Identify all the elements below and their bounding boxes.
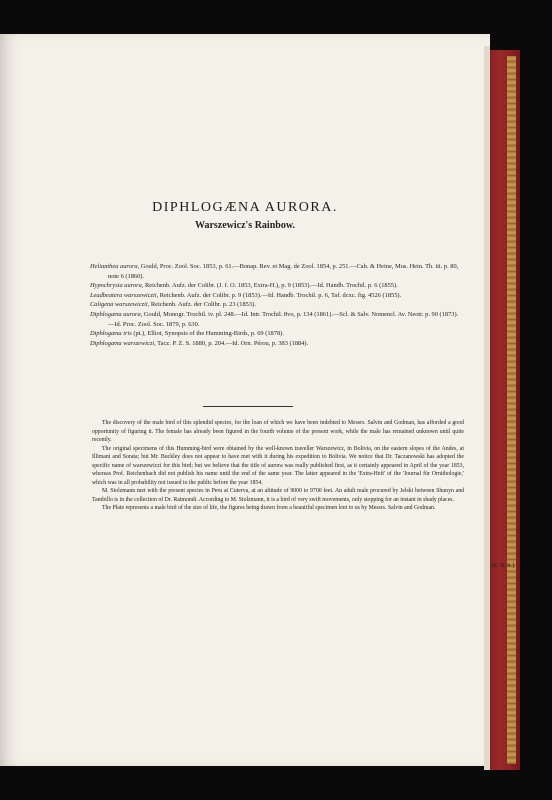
- taxon-reference: , Reichenb. Aufz. der Colibr. p. 23 (1853).: [147, 301, 256, 309]
- plate-title: DIPHLOGÆNA AURORA.: [152, 200, 338, 215]
- paragraph: M. Stolzmann met with the present species in Peru at Cuterva, at an altitude of 9000 to 9700 feet. An adult male procured by Jelski between Shunyn and Tambillo is in the collection of Dr. Raimondi. According to M. Stolzmann, it is a bird of very swift movements, only stopping for an instant in shady places.: [92, 488, 464, 503]
- body-text: [92, 419, 464, 513]
- synonymy-entry: [90, 329, 460, 339]
- plate-subtitle: Warszewicz's Rainbow.: [195, 220, 295, 231]
- taxon-name: Helianthea aurora: [90, 263, 138, 270]
- synonymy-list: [90, 262, 460, 348]
- synonymy-entry: [90, 300, 460, 310]
- paragraph: The Plate represents a male bird of the size of life, the figures being drawn from a beautiful specimen lent to us by Messrs. Salvin and Godman.: [102, 505, 436, 511]
- taxon-name: Diphlogæna iris: [90, 330, 132, 338]
- taxon-name: Leadbeatera warszewiczii: [90, 291, 157, 299]
- taxon-reference: , Gould, Monogr. Trochil. iv. pl. 248.—Id. Intr. Trochil. 8vo, p. 134 (1861).—Scl. & Salv. Nomencl. Av. Neotr. p. 90 (1873).—Id. Proc. Zool. Soc. 1879, p. 630.: [108, 310, 459, 328]
- taxon-name: Diphlogæna aurora: [90, 310, 141, 318]
- synonymy-entry: [90, 310, 460, 329]
- taxon-reference: , Reichenb. Aufz. der Colibr. p. 9 (1853).—Id. Handb. Trochil. p. 6, Taf. dcxc. fig. 4526 (1855).: [156, 291, 402, 299]
- book-page: [0, 34, 490, 766]
- taxon-reference: , Tacz. P. Z. S. 1880, p. 204.—Id. Orn. Pérou, p. 383 (1884).: [154, 339, 309, 347]
- synonymy-entry: [90, 262, 460, 281]
- synonymy-entry: [90, 339, 460, 349]
- taxon-reference: , Reichenb. Aufz. der Colibr. (J. f. O. 1853, Extra-H.), p. 9 (1853).—Id. Handb. Trochil. p. 6 (1855).: [141, 282, 398, 290]
- author-signature: [R. B. S.]: [491, 563, 514, 569]
- paragraph: The discovery of the male bird of this splendid species, for the loan of which we have been indebted to Messrs. Salvin and Godman, has afforded a good opportunity of figuring it. The female has already been figured in the fourth volume of the present work, while the male has remained unknown until quite recently.: [92, 420, 464, 443]
- section-divider: [203, 406, 293, 407]
- taxon-name: Caligena warszewiczii: [90, 301, 148, 309]
- synonymy-entry: [90, 281, 460, 291]
- synonymy-entry: [90, 291, 460, 301]
- taxon-reference: (pt.), Elliot, Synopsis of the Humming-Birds, p. 69 (1878).: [131, 330, 284, 338]
- page-stack: [484, 46, 490, 770]
- paragraph: The original specimens of this Humming-bird were obtained by the well-known traveller Warszewicz, in Bolivia, on the eastern slopes of the Andes, at Illimani and Sorata; but Mr. Buckley does not appear to have met with it during his expedition to Bolivia. We notice that Dr. Taczanowski has adopted the specific name of warszewiczi for this bird; but we believe that the title of aurora was really published first, as it certainly appeared in April of the year 1853, whereas Prof. Reichenbach did not publish his name until the end of the same year. The latter appeared in the 'Extra-Heft' of the 'Journal für Ornithologie,' which was in all probability not issued to the public before the year 1854.: [92, 445, 464, 486]
- taxon-name: Diphlogæna warszewiczi: [90, 339, 155, 347]
- taxon-name: Hypochrysia aurora: [90, 282, 142, 290]
- taxon-reference: , Gould, Proc. Zool. Soc. 1853, p. 61.—Bonap. Rev. et Mag. de Zool. 1854, p. 251.—Cab. & Heine, Mus. Hein. Th. iii. p. 80, note 6 (1860).: [108, 263, 459, 280]
- gilt-edge: [507, 56, 516, 764]
